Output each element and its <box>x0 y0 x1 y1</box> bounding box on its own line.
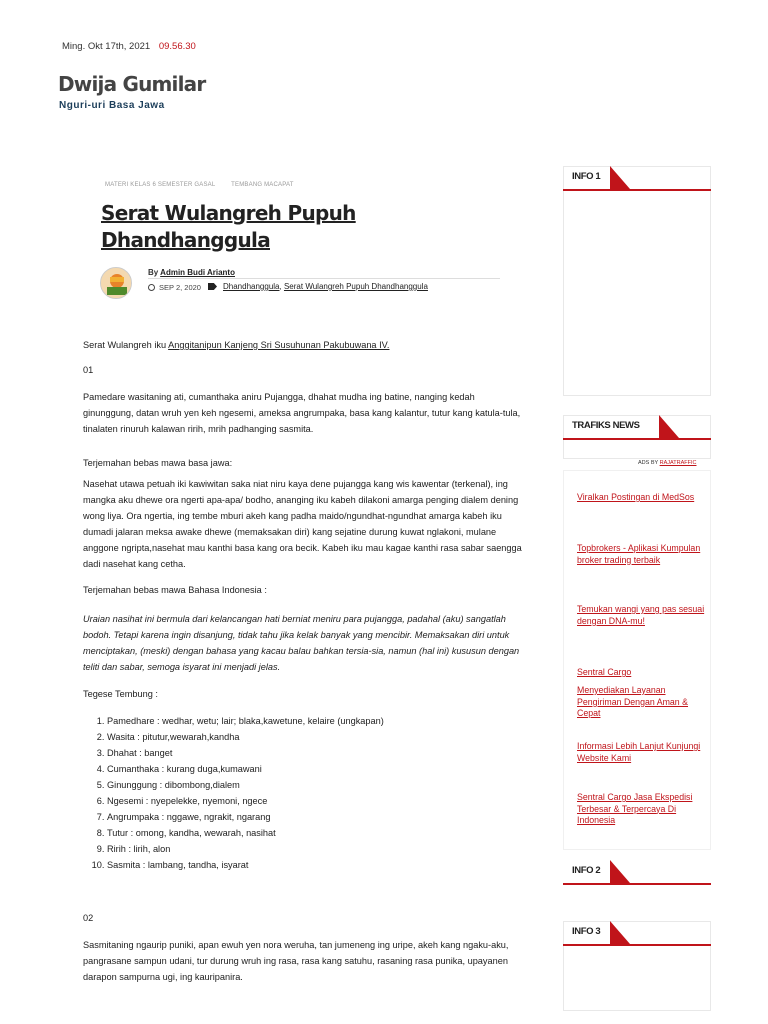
post-categories <box>105 182 308 188</box>
translation-heading: Terjemahan bebas mawa basa jawa: <box>83 458 233 468</box>
tag-icon <box>208 283 217 290</box>
header-triangle-icon <box>610 921 630 944</box>
category-link[interactable]: TEMBANG MACAPAT <box>231 182 294 188</box>
glossary-item: 10. Sasmita : lambang, tandha, isyarat <box>107 857 507 873</box>
javanese-translation: Nasehat utawa petuah iki kawiwitan saka niat niru kaya dene pujangga kang wis kawentar (terkenal), ing mangka aku dhewe ora ngerti apa-apa/ bodho, ananging iku kabeh dilakoni amarga penging dialem dening wong liya. Ora ngertia, ing tembe mburi akeh kang padha maido/ngundhat-ngundhat amarga kabeh iku dumadi jalaran meksa awake dhewe (memaksakan diri) kang sejatine durung kuwat nglakoni, mulane anggone ngripta,nasehat mau kanthi basa kang ora becik. Kabeh iku mau kagae kanthi rasa sabar saengga dadi nasehat kang cetha. <box>83 479 522 569</box>
intro-text: Serat Wulangreh iku <box>83 340 167 350</box>
header-triangle-icon <box>610 860 630 883</box>
info3-header <box>563 921 711 946</box>
ads-by-label: ADS BY <box>638 460 659 466</box>
info2-title: INFO 2 <box>572 865 601 876</box>
post-author <box>148 268 235 277</box>
header-triangle-icon <box>610 166 630 189</box>
verse-text: Sasmitaning ngaurip puniki, apan ewuh yen nora weruha, tan jumeneng ing uripe, akeh kang ngaku-aku, pangrasane sampun udani, tur durung wruh ing rasa, rasa kang satuhu, rasaning rasa punika, upayanen darapon sampurna ugi, ing kauripanira. <box>83 940 509 982</box>
info3-title: INFO 3 <box>572 926 601 937</box>
traffic-link[interactable]: Informasi Lebih Lanjut Kunjungi Website Kami <box>577 741 701 763</box>
verse-number: 02 <box>83 913 94 923</box>
tag-link[interactable]: Serat Wulangreh Pupuh Dhandhanggula <box>283 282 428 291</box>
tag-separator: , <box>279 282 282 291</box>
by-label: By <box>148 268 159 277</box>
traffic-link[interactable]: Viralkan Postingan di MedSos <box>577 492 695 502</box>
traffic-link[interactable]: Menyediakan Layanan Pengiriman Dengan Aman & Cepat <box>577 685 689 718</box>
top-bar <box>62 41 196 52</box>
header-triangle-icon <box>659 415 679 438</box>
verse-text: Pamedare wasitaning ati, cumanthaka aniru Pujangga, dhahat mudha ing batine, nanging kedah ginunggung, datan wruh yen keh ngesemi, ameksa angrumpaka, basa kang kalantur, tutur kang katula-tula, tinalaten rinuruh kalawan ririh, mrih padhanging sasmita. <box>83 392 521 434</box>
site-title[interactable]: Dwija Gumilar <box>58 72 206 96</box>
avatar-image <box>101 268 132 299</box>
glossary-heading: Tegese Tembung : <box>83 689 158 699</box>
post-date <box>148 283 201 292</box>
author-avatar[interactable] <box>100 267 132 299</box>
indonesian-translation: Uraian nasihat ini bermula dari kelancangan hati berniat meniru para pujangga, padahal (aku) sangatlah bodoh. Tetapi karena ingin disanjung, tidak tahu jika kelak banyak yang mencibir. Memaksakan diri untuk menciptakan, (meski) dengan bahasa yang kacau balau bahkan tersia-sia, namun (hal ini) kususun dengan teliti dan sabar, semoga isyarat ini menjadi jelas. <box>83 614 520 672</box>
current-time: 09.56.30 <box>158 41 196 52</box>
post-title[interactable]: Serat Wulangreh Pupuh Dhandhanggula <box>101 201 356 252</box>
post-tags <box>208 282 428 291</box>
traffic-link[interactable]: Sentral Cargo Jasa Ekspedisi Terbesar & Terpercaya Di Indonesia <box>577 792 693 825</box>
ads-provider-link[interactable]: RAJATRAFFIC <box>659 460 697 466</box>
category-link[interactable]: MATERI KELAS 6 SEMESTER GASAL <box>105 182 216 188</box>
glossary-item: 9. Ririh : lirih, alon <box>107 841 507 857</box>
article-intro <box>83 337 523 353</box>
glossary-item: 3. Dhahat : banget <box>107 745 507 761</box>
glossary-item: 8. Tutur : omong, kandha, wewarah, nasihat <box>107 825 507 841</box>
glossary-item: 7. Angrumpaka : nggawe, ngrakit, ngarang <box>107 809 507 825</box>
glossary-item: 1. Pamedhare : wedhar, wetu; lair; blaka,kawetune, kelaire (ungkapan) <box>107 713 507 729</box>
traffic-link[interactable]: Temukan wangi yang pas sesuai dengan DNA-mu! <box>577 604 705 626</box>
info1-header <box>563 166 711 191</box>
traffic-link[interactable]: Topbrokers - Aplikasi Kumpulan broker trading terbaik <box>577 543 701 565</box>
ads-by <box>638 460 696 466</box>
glossary-item: 6. Ngesemi : nyepelekke, nyemoni, ngece <box>107 793 507 809</box>
intro-link[interactable]: Anggitanipun Kanjeng Sri Susuhunan Pakubuwana IV. <box>168 340 390 350</box>
post-date-text: SEP 2, 2020 <box>159 283 201 292</box>
glossary-item: 2. Wasita : pitutur,wewarah,kandha <box>107 729 507 745</box>
current-date: Ming. Okt 17th, 2021 <box>62 41 151 52</box>
tag-link[interactable]: Dhandhanggula <box>223 282 280 291</box>
site-tagline: Nguri-uri Basa Jawa <box>59 100 165 111</box>
verse-number: 01 <box>83 365 94 375</box>
translation-heading: Terjemahan bebas mawa Bahasa Indonesia : <box>83 585 267 595</box>
trafiks-header <box>563 415 711 440</box>
clock-icon <box>148 284 155 291</box>
glossary-item: 4. Cumanthaka : kurang duga,kumawani <box>107 761 507 777</box>
glossary-list <box>107 713 507 873</box>
glossary-item: 5. Ginunggung : dibombong,dialem <box>107 777 507 793</box>
author-link[interactable]: Admin Budi Arianto <box>160 268 235 277</box>
traffic-link[interactable]: Sentral Cargo <box>577 667 632 677</box>
info1-widget <box>563 166 711 396</box>
trafiks-title: TRAFIKS NEWS <box>572 420 640 431</box>
info1-title: INFO 1 <box>572 171 601 182</box>
meta-divider <box>148 278 500 279</box>
info2-header <box>563 860 711 885</box>
